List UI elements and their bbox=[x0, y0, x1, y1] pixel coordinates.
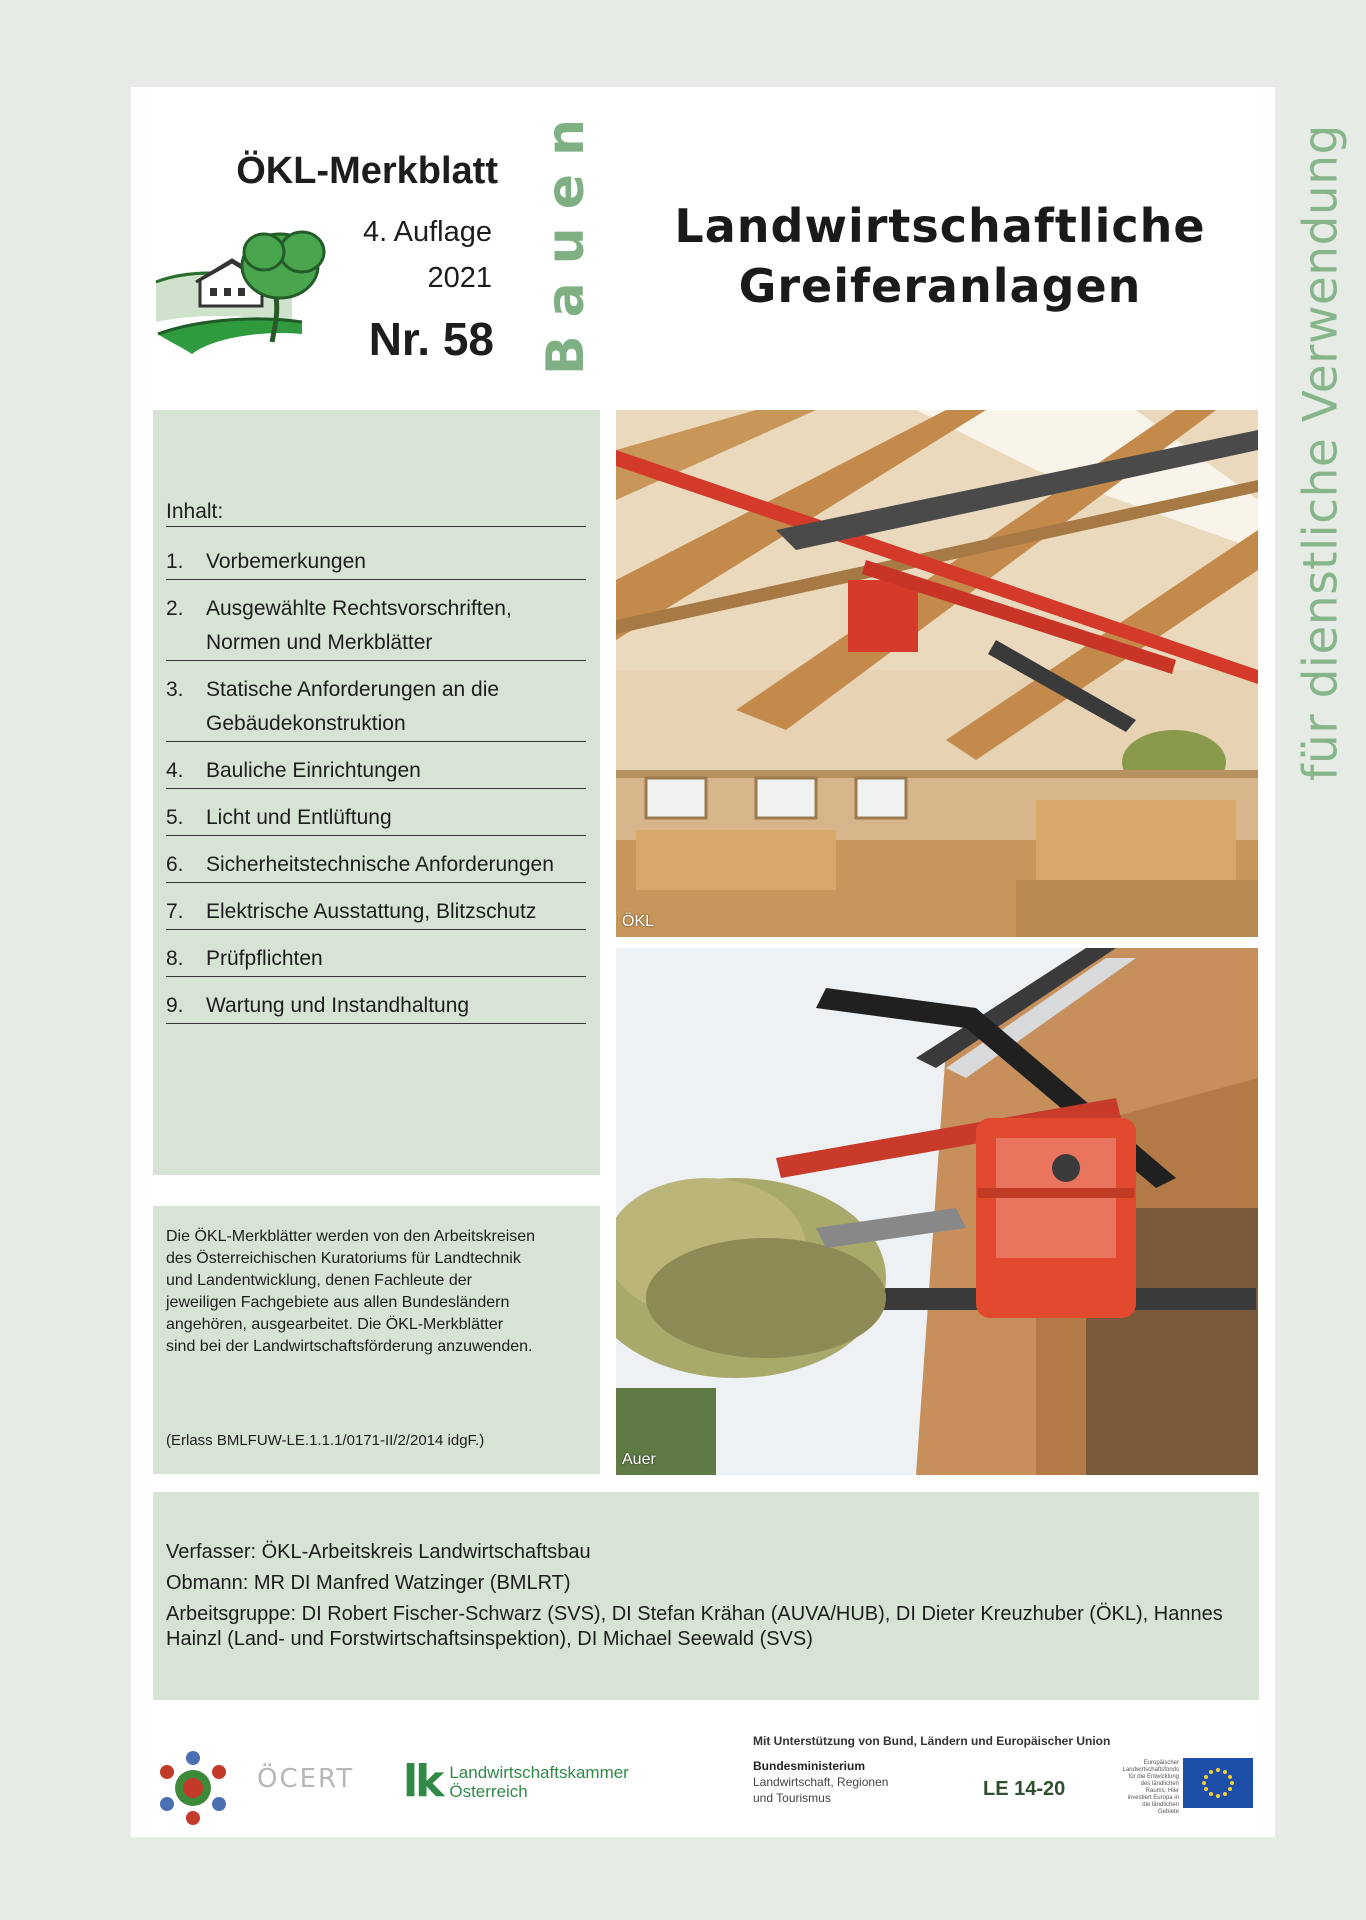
author-arbeitsgruppe: Arbeitsgruppe: DI Robert Fischer-Schwarz (SVS), DI Stefan Krähan (AUVA/HUB), DI Dieter Kreuzhuber (ÖKL), Hannes Hainzl (Land- und Forstwirtschaftsinspektion), DI Michael Seewald (SVS) bbox=[166, 1603, 1223, 1650]
toc-item bbox=[166, 590, 586, 661]
toc-item-text: Bauliche Einrichtungen bbox=[206, 759, 421, 782]
title-line-1: Landwirtschaftliche bbox=[674, 199, 1206, 253]
toc-item-text: Wartung und Instandhaltung bbox=[206, 994, 470, 1017]
eu-fund-text: Europäischer Landwirtschaftsfonds für die Entwicklung des ländlichen Raums: Hier investiert Europa in die ländlichen Gebiete bbox=[1122, 1760, 1179, 1815]
le-logo: LE 14-20 bbox=[983, 1778, 1066, 1800]
author-obmann: Obmann: MR DI Manfred Watzinger (BMLRT) bbox=[166, 1572, 571, 1594]
toc-item bbox=[166, 752, 586, 789]
photo-barn-interior bbox=[616, 410, 1258, 937]
title-line-2: Greiferanlagen bbox=[738, 259, 1142, 313]
toc-item-text: Licht und Entlüftung bbox=[206, 806, 392, 829]
toc-item bbox=[166, 543, 586, 580]
author-verfasser: Verfasser: ÖKL-Arbeitskreis Landwirtschaftsbau bbox=[166, 1541, 591, 1563]
toc-list bbox=[166, 543, 586, 1034]
lk-logo bbox=[403, 1756, 629, 1807]
category-label: Bauen bbox=[536, 100, 596, 376]
toc-item-text: Elektrische Ausstattung, Blitzschutz bbox=[206, 900, 537, 923]
authors-section bbox=[153, 1492, 1259, 1700]
toc-item bbox=[166, 799, 586, 836]
toc-item bbox=[166, 987, 586, 1024]
toc-item-text: Prüfpflichten bbox=[206, 947, 323, 970]
lk-mark: lk bbox=[403, 1756, 442, 1807]
toc-item-text: Ausgewählte Rechtsvorschriften, Normen und Merkblätter bbox=[206, 597, 512, 654]
photo-credit-2: Auer bbox=[622, 1451, 656, 1468]
year: 2021 bbox=[427, 262, 492, 294]
toc-item-number: 3. bbox=[166, 678, 184, 701]
toc-item-number: 8. bbox=[166, 947, 184, 970]
photo-credit-1: ÖKL bbox=[622, 913, 655, 930]
toc-item-number: 6. bbox=[166, 853, 184, 876]
ministry-line-1: Bundesministerium bbox=[753, 1759, 866, 1773]
authors-text bbox=[166, 1540, 1246, 1658]
toc-item-text: Sicherheitstechnische Anforderungen bbox=[206, 853, 554, 876]
support-text: Mit Unterstützung von Bund, Ländern und Europäischer Union bbox=[753, 1734, 1111, 1748]
document-title bbox=[640, 196, 1240, 316]
grab-crane-image bbox=[616, 948, 1258, 1475]
photo-grab-crane bbox=[616, 948, 1258, 1475]
toc-heading: Inhalt: bbox=[166, 500, 586, 527]
barn-interior-image bbox=[616, 410, 1258, 937]
decree-reference: (Erlass BMLFUW-LE.1.1.1/0171-II/2/2014 idgF.) bbox=[166, 1432, 485, 1449]
lk-line-1: Landwirtschaftskammer bbox=[449, 1762, 629, 1782]
ministry-line-3: und Tourismus bbox=[753, 1791, 831, 1805]
ocert-logo: ÖCERT bbox=[257, 1764, 355, 1794]
okl-logo bbox=[152, 222, 338, 354]
toc-item bbox=[166, 940, 586, 977]
issue-number: Nr. 58 bbox=[368, 313, 494, 365]
toc-item-number: 1. bbox=[166, 550, 184, 573]
series-title: ÖKL-Merkblatt bbox=[236, 150, 498, 192]
lk-line-2: Österreich bbox=[449, 1781, 528, 1801]
toc-item bbox=[166, 893, 586, 930]
toc-item-number: 4. bbox=[166, 759, 184, 782]
okl-network-logo bbox=[153, 1748, 233, 1828]
toc-item bbox=[166, 671, 586, 742]
note-text: Die ÖKL-Merkblätter werden von den Arbeitskreisen des Österreichischen Kuratoriums für Landtechnik und Landentwicklung, denen Fachleute der jeweiligen Fachgebiete aus allen Bundesländern angehören, ausgearbeitet. Die ÖKL-Merkblätter sind bei der Landwirtschaftsförderung anzuwenden. bbox=[166, 1228, 536, 1355]
ministry-logo bbox=[753, 1758, 888, 1806]
toc-item-number: 5. bbox=[166, 806, 184, 829]
toc-item-number: 2. bbox=[166, 597, 184, 620]
legal-note bbox=[153, 1206, 600, 1474]
toc-item-text: Vorbemerkungen bbox=[206, 550, 366, 573]
usage-side-label: für dienstliche Verwendung bbox=[1293, 124, 1349, 782]
footer-logos bbox=[153, 1720, 1259, 1830]
table-of-contents bbox=[153, 410, 600, 1175]
toc-item bbox=[166, 846, 586, 883]
ministry-line-2: Landwirtschaft, Regionen bbox=[753, 1775, 889, 1789]
lk-name bbox=[449, 1763, 629, 1801]
toc-item-number: 7. bbox=[166, 900, 184, 923]
eu-flag-icon bbox=[1183, 1758, 1253, 1808]
edition: 4. Auflage bbox=[363, 216, 492, 248]
toc-item-text: Statische Anforderungen an die Gebäudekonstruktion bbox=[206, 678, 500, 735]
toc-item-number: 9. bbox=[166, 994, 184, 1017]
